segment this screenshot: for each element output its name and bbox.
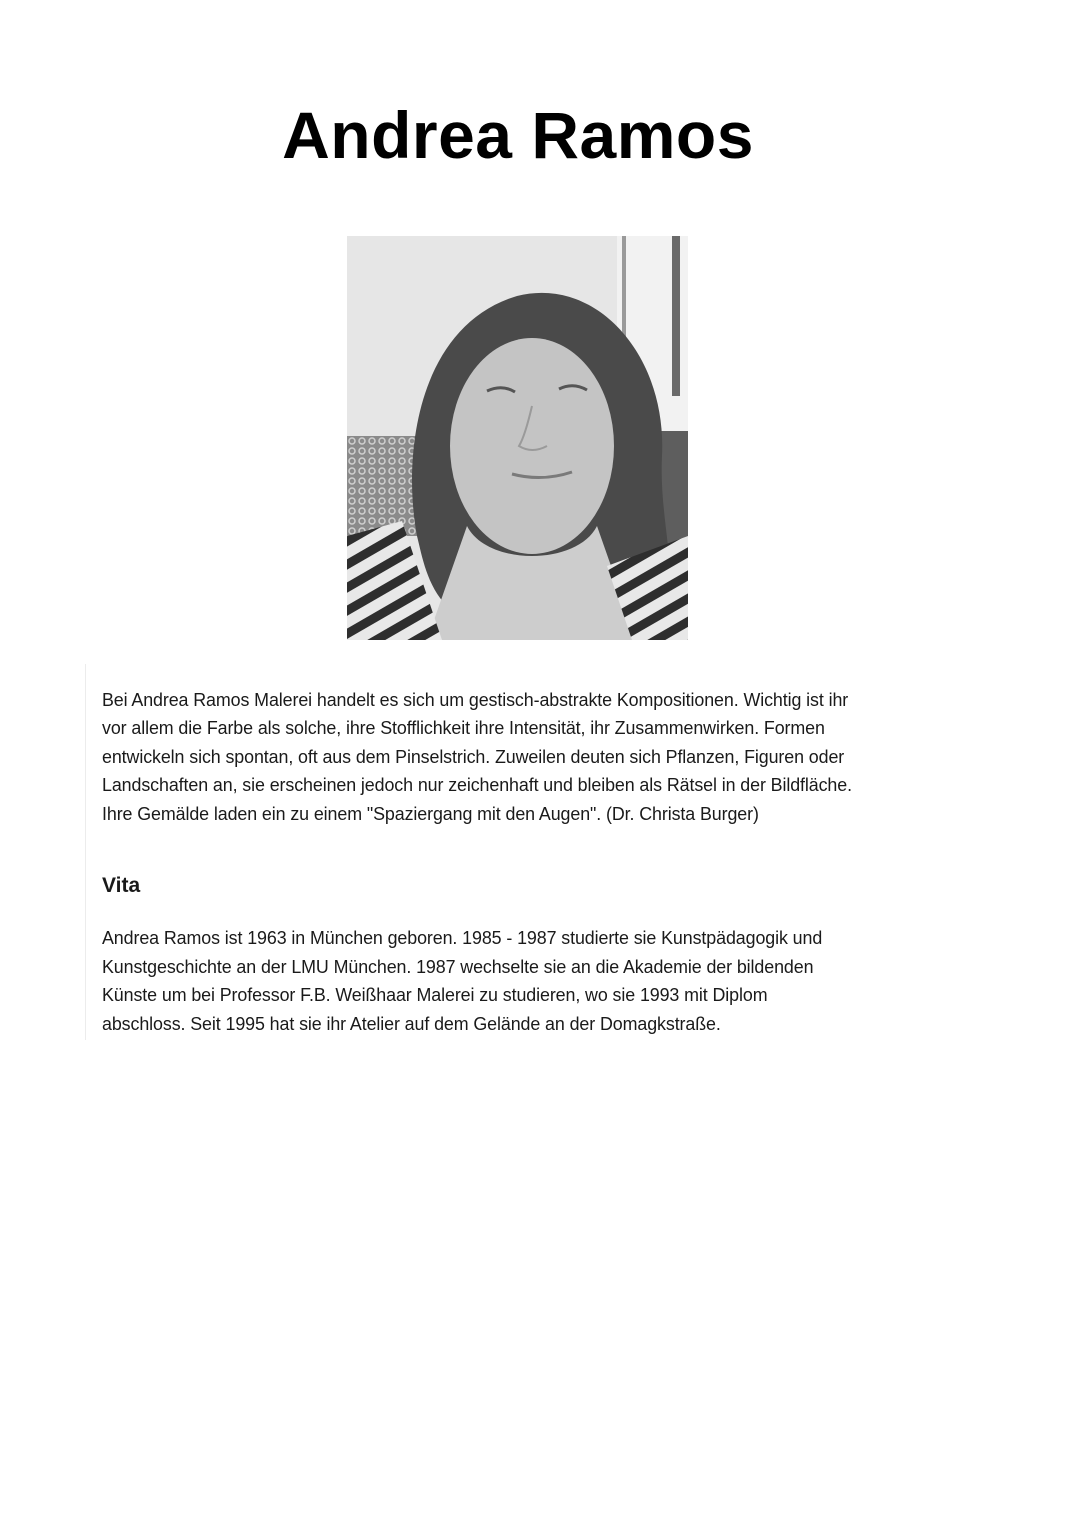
biography-section <box>85 664 1005 1040</box>
portrait-photo <box>347 236 688 640</box>
vita-line: Kunstgeschichte an der LMU München. 1987 wechselte sie an die Akademie der bildenden <box>102 955 814 977</box>
vita-paragraph <box>102 924 971 1038</box>
intro-line: Ihre Gemälde laden ein zu einem "Spaziergang mit den Augen". (Dr. Christa Burger) <box>102 802 759 824</box>
intro-line: vor allem die Farbe als solche, ihre Stofflichkeit ihre Intensität, ihr Zusammenwirken. Formen <box>102 717 825 739</box>
page-title: Andrea Ramos <box>282 98 754 172</box>
vita-line: Andrea Ramos ist 1963 in München geboren. 1985 - 1987 studierte sie Kunstpädagogik und <box>102 927 823 948</box>
portrait-illustration <box>347 236 688 640</box>
intro-line: entwickeln sich spontan, oft aus dem Pinselstrich. Zuweilen deuten sich Pflanzen, Figuren oder <box>102 745 845 767</box>
vita-line: Künste um bei Professor F.B. Weißhaar Malerei zu studieren, wo sie 1993 mit Diplom <box>102 984 768 1006</box>
intro-line: Bei Andrea Ramos Malerei handelt es sich um gestisch-abstrakte Kompositionen. Wichtig ist ihr <box>102 689 849 710</box>
vita-line: abschloss. Seit 1995 hat sie ihr Atelier auf dem Gelände an der Domagkstraße. <box>102 1012 721 1034</box>
face <box>450 338 614 554</box>
intro-paragraph <box>102 686 971 828</box>
vita-heading: Vita <box>102 874 141 897</box>
intro-line: Landschaften an, sie erscheinen jedoch nur zeichenhaft und bleiben als Rätsel in der Bildfläche. <box>102 774 852 796</box>
